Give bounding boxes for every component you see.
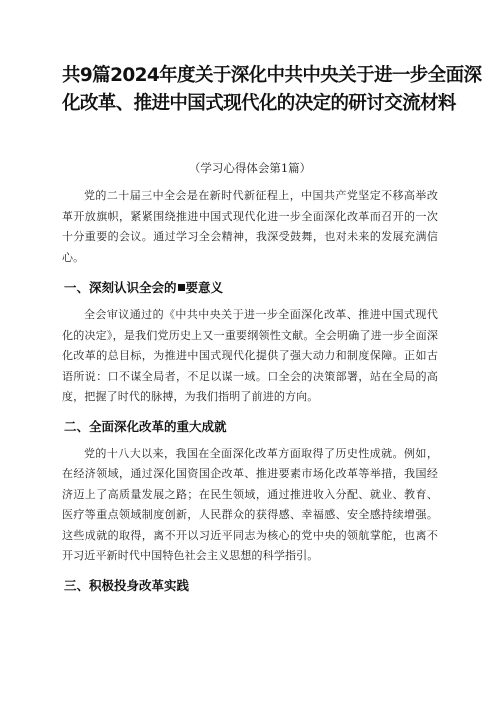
section-1-heading-before: 一、深刻认识全会的 xyxy=(64,280,177,295)
document-subtitle: （学习心得体会第1篇） xyxy=(188,161,312,175)
title-line-2: 化改革、推进中国式现代化的决定的研讨交流材料 xyxy=(62,93,456,114)
section-1-heading xyxy=(64,278,438,296)
section-1-heading-after: 要意义 xyxy=(185,280,224,295)
intro-paragraph: 党的二十届三中全会是在新时代新征程上，中国共产党坚定不移高举改革开放旗帜，紧紧围绕推进中国式现代化进一步全面深化改革而召开的一次十分重要的会议。通过学习全会精神，我深受鼓舞，也对未来的发展充满信心。 xyxy=(62,189,438,264)
section-2-heading: 二、全面深化改革的重大成就 xyxy=(64,418,227,434)
section-1-paragraph: 全会审议通过的《中共中央关于进一步全面深化改革、推进中国式现代化的决定》，是我们党历史上又一重要纲领性文献。全会明确了进一步全面深化改革的总目标，为推进中国式现代化提供了强大动力和制度保障。正如古语所说：口不谋全局者，不足以谋一域。口全会的决策部署，站在全局的高度，把握了时代的脉搏，为我们指明了前进的方向。 xyxy=(62,308,438,403)
missing-glyph-icon xyxy=(178,284,185,291)
document-title xyxy=(62,62,482,118)
section-2-paragraph: 党的十八大以来，我国在全面深化改革方面取得了历史性成就。例如，在经济领域，通过深化国资国企改革、推进要素市场化改革等举措，我国经济迈上了高质量发展之路；在民生领域，通过推进收入分配、就业、教育、医疗等重点领域制度创新，人民群众的获得感、幸福感、安全感持续增强。这些成就的取得，离不开以习近平同志为核心的党中央的领航掌舵，也离不开习近平新时代中国特色社会主义思想的科学指引。 xyxy=(62,446,438,562)
section-3-heading: 三、积极投身改革实践 xyxy=(64,577,190,593)
title-line-1: 共9篇2024年度关于深化中共中央关于进一步全面深 xyxy=(62,65,482,86)
